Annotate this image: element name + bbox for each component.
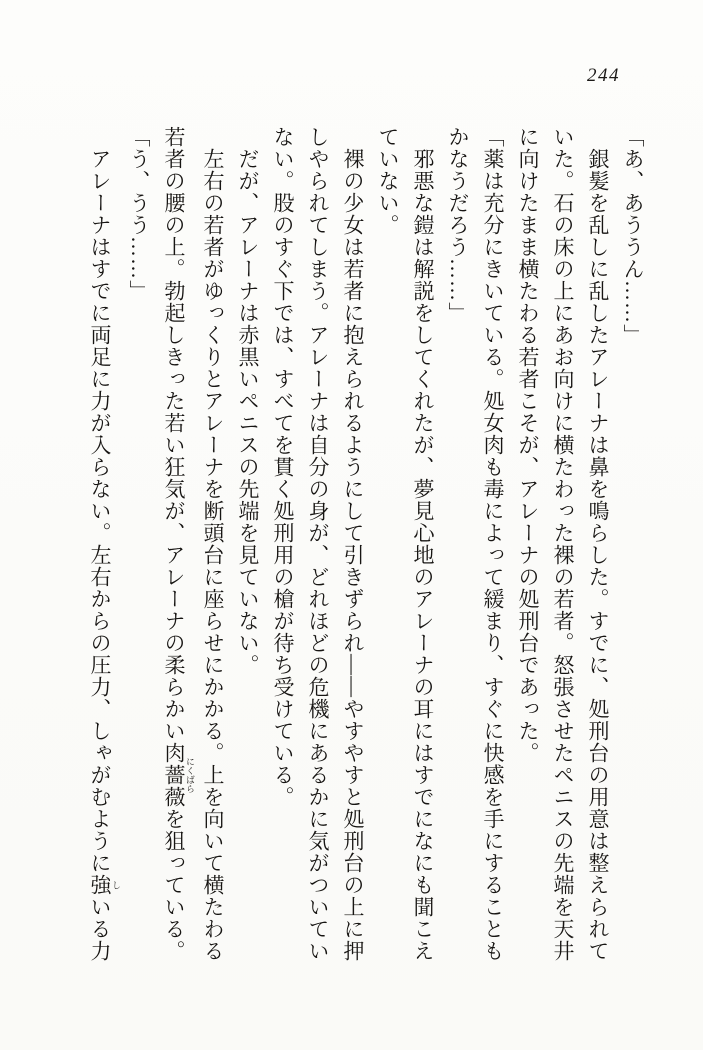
page-number: 244 — [587, 65, 620, 86]
text-line: ていない。 — [376, 126, 400, 236]
text-line: だが、アレーナは赤黒いペニスの先端を見ていない。 — [236, 148, 260, 676]
text-line: 「薬は充分にきいている。処女肉も毒によって緩まり、すぐに快感を手にすることも — [481, 126, 505, 962]
text-line: 左右の若者がゆっくりとアレーナを断頭台に座らせにかかる。上を向いて横たわる — [201, 148, 225, 962]
text-line: いた。石の床の上にあお向けに横たわった裸の若者。怒張させたペニスの先端を天井 — [551, 126, 575, 962]
text-line: アレーナはすでに両足に力が入らない。左右からの圧力、しゃがむように強 しいる力 — [88, 148, 121, 962]
text-line: に向けたまま横たわる若者こそが、アレーナの処刑台であった。 — [516, 126, 540, 764]
text-block — [82, 126, 650, 968]
ruby-annotated-word: 肉薔薇 にくばら — [162, 742, 195, 808]
text-line: 「う、うう……」 — [127, 126, 151, 302]
text-line: 「あ、あううん……」 — [621, 126, 645, 346]
text-line: ない。股のすぐ下では、すべてを貫く処刑用の槍が待ち受けている。 — [271, 126, 295, 808]
text-line: 銀髪を乱しに乱したアレーナは鼻を鳴らした。すでに、処刑台の用意は整えられて — [586, 148, 610, 962]
text-line: 邪悪な鎧は解説をしてくれたが、夢見心地のアレーナの耳にはすでになにも聞こえ — [411, 148, 435, 962]
text-line: 若者の腰の上。勃起しきった若い狂気が、アレーナの柔らかい肉薔薇 にくばらを狙っている。 — [162, 126, 195, 962]
text-line: しやられてしまう。アレーナは自分の身が、どれほどの危機にあるかに気がついてい — [306, 126, 330, 962]
ruby-annotated-word: 強 し — [88, 874, 121, 896]
text-line: かなうだろう……」 — [446, 126, 470, 324]
text-line: 裸の少女は若者に抱えられるようにして引きずられ――やすやすと処刑台の上に押 — [341, 148, 365, 962]
